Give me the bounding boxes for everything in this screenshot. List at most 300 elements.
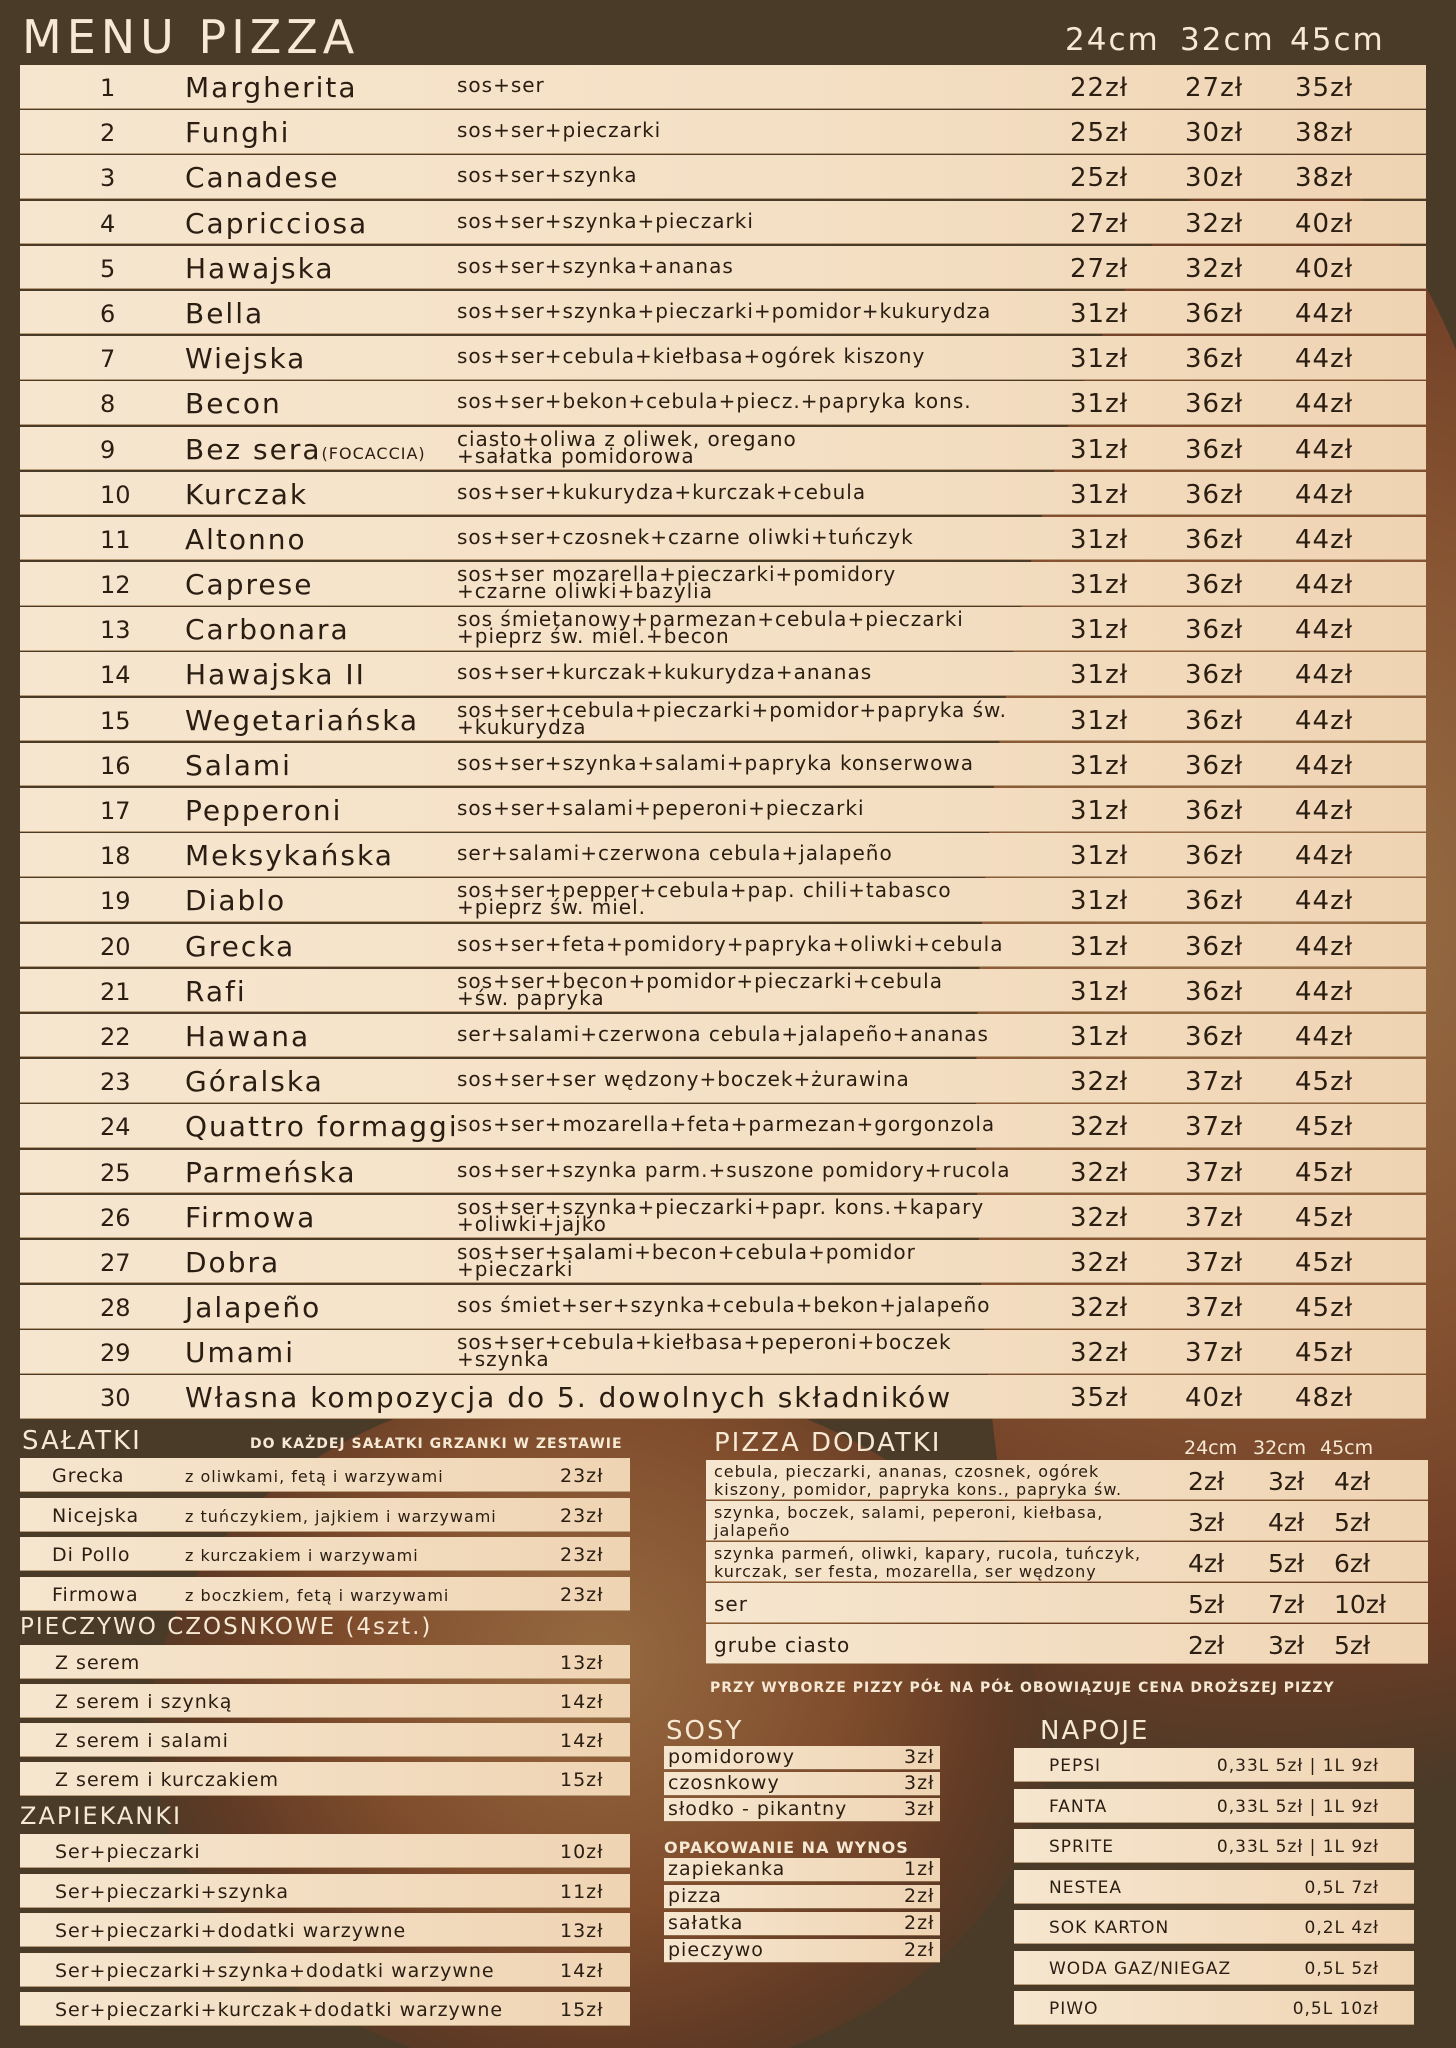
drink-price: 0,33L 5zł | 1L 9zł: [1216, 1756, 1379, 1776]
pizza-price-medium: 36zł: [1185, 570, 1244, 601]
pizza-price-small: 22zł: [1070, 73, 1129, 103]
pizza-number: 7: [100, 345, 116, 374]
ingredient-line: ser+salami+czerwona cebula+jalapeño: [457, 841, 893, 866]
pizza-price-medium: 37zł: [1185, 1247, 1244, 1278]
pizza-name: Altonno: [185, 522, 307, 556]
salad-price: 23zł: [560, 1544, 604, 1566]
dodatki-items: [714, 1545, 1141, 1581]
pizza-price-large: 38zł: [1295, 118, 1354, 149]
pizza-price-large: 44zł: [1295, 1021, 1354, 1052]
dodatki-items: [714, 1504, 1103, 1540]
ingredient-line: sos+ser mozarella+pieczarki+pomidory: [457, 562, 897, 587]
zapiekanka-name: Ser+pieczarki: [55, 1841, 201, 1863]
drink-name: PEPSI: [1049, 1756, 1102, 1776]
pizza-name: Hawajska: [185, 251, 335, 285]
pizza-ingredients: [457, 208, 1087, 233]
packaging-name: pieczywo: [668, 1939, 764, 1961]
sauce-row: [664, 1746, 940, 1770]
salad-price: 23zł: [560, 1465, 604, 1487]
pizza-price-small: 31zł: [1070, 479, 1129, 510]
drink-name: PIWO: [1049, 1999, 1099, 2019]
pizza-price-large: 45zł: [1295, 1338, 1354, 1369]
pizza-row: [20, 1195, 1426, 1239]
pizza-name: Canadese: [185, 161, 340, 195]
pizza-name: Jalapeño: [185, 1291, 322, 1325]
pizza-ingredients: [457, 1157, 1087, 1182]
ingredient-line: sos+ser+bekon+cebula+piecz.+papryka kons.: [457, 389, 972, 414]
zapiekanka-row: [20, 1992, 630, 2026]
pizza-number: 24: [100, 1113, 131, 1142]
bread-row: [20, 1762, 630, 1796]
ingredient-line: sos+ser: [457, 73, 545, 97]
pizza-row: [20, 1059, 1426, 1103]
salads-title: SAŁATKI: [22, 1426, 142, 1456]
pizza-price-large: 44zł: [1295, 705, 1354, 736]
pizza-price-medium: 36zł: [1185, 1021, 1244, 1052]
pizza-row: [20, 1104, 1426, 1148]
salad-desc: z boczkiem, fetą i warzywami: [185, 1585, 450, 1605]
salad-name: Firmowa: [52, 1583, 139, 1606]
bread-price: 14zł: [560, 1691, 604, 1713]
pizza-name: Bella: [185, 296, 265, 330]
pizza-row: [20, 743, 1426, 787]
pizza-number: 16: [100, 751, 131, 780]
pizza-row: [20, 1014, 1426, 1058]
bread-price: 13zł: [560, 1652, 604, 1674]
dodatki-price-large: 10zł: [1334, 1590, 1387, 1619]
zapiekanka-name: Ser+pieczarki+szynka+dodatki warzywne: [55, 1959, 495, 1982]
pizza-price-medium: 30zł: [1185, 118, 1244, 149]
ingredient-line: sos+ser+salami+becon+cebula+pomidor: [457, 1239, 916, 1264]
drink-name: WODA GAZ/NIEGAZ: [1049, 1958, 1232, 1979]
drink-price: 0,33L 5zł | 1L 9zł: [1216, 1837, 1379, 1857]
pizza-ingredients: [457, 1239, 1087, 1281]
pizza-price-medium: 37zł: [1185, 1202, 1244, 1233]
packaging-price: 2zł: [904, 1912, 935, 1934]
zapiekanka-name: Ser+pieczarki+kurczak+dodatki warzywne: [55, 1999, 504, 2021]
pizza-price-small: 31zł: [1070, 298, 1129, 329]
pizza-ingredients: [457, 931, 1087, 956]
pizza-number: 26: [100, 1203, 131, 1232]
pizza-price-large: 44zł: [1295, 479, 1354, 510]
pizza-price-large: 44zł: [1295, 570, 1354, 601]
pizza-price-medium: 36zł: [1185, 750, 1244, 781]
ingredient-line: sos+ser+kukurydza+kurczak+cebula: [457, 479, 867, 504]
ingredient-line: sos+ser+salami+peperoni+pieczarki: [457, 796, 865, 820]
salad-name: Di Pollo: [52, 1544, 131, 1566]
pizza-price-medium: 37zł: [1185, 1338, 1244, 1369]
pizza-price-small: 31zł: [1070, 389, 1129, 420]
pizza-row: [20, 1150, 1426, 1194]
dodatki-price-medium: 4zł: [1268, 1508, 1305, 1537]
pizza-price-large: 45zł: [1295, 1293, 1354, 1324]
ingredient-line: +sałatka pomidorowa: [457, 443, 695, 468]
pizza-price-small: 31zł: [1070, 796, 1129, 826]
pizza-number: 20: [100, 932, 131, 961]
pizza-number: 14: [100, 661, 131, 690]
drink-name: SOK KARTON: [1049, 1918, 1170, 1938]
ingredient-line: +czarne oliwki+bazylia: [457, 579, 713, 604]
pizza-price-medium: 36zł: [1185, 434, 1244, 465]
packaging-price: 2zł: [904, 1885, 935, 1907]
pizza-number: 27: [100, 1248, 131, 1277]
page-title: MENU PIZZA: [22, 10, 360, 64]
pizza-row: [20, 201, 1426, 245]
dodatki-price-small: 4zł: [1188, 1549, 1225, 1578]
pizza-price-medium: 36zł: [1185, 615, 1244, 646]
drink-price: 0,5L 10zł: [1292, 1999, 1379, 2019]
dodatki-row: [706, 1542, 1428, 1582]
pizza-row: [20, 291, 1426, 335]
pizza-price-small: 31zł: [1070, 750, 1129, 781]
ingredient-line: ser+salami+czerwona cebula+jalapeño+ananas: [457, 1021, 989, 1046]
pizza-ingredients: [457, 298, 1087, 323]
pizza-number: 25: [100, 1158, 131, 1187]
ingredient-line: sos+ser+szynka+salami+papryka konserwowa: [457, 750, 974, 775]
packaging-title: OPAKOWANIE NA WYNOS: [664, 1838, 909, 1857]
salad-name: Nicejska: [52, 1504, 140, 1527]
pizza-name: Bez sera(FOCACCIA): [185, 432, 426, 466]
dodatki-size-large: 45cm: [1320, 1437, 1374, 1459]
dodatki-items: [714, 1463, 1122, 1499]
pizza-price-medium: 37zł: [1185, 1067, 1244, 1098]
pizza-ingredients: [457, 968, 1087, 1010]
salad-row: [20, 1537, 630, 1571]
dodatki-items: [714, 1633, 851, 1657]
pizza-name: Hawana: [185, 1019, 311, 1053]
pizza-price-medium: 27zł: [1185, 73, 1244, 103]
zapiekanka-price: 14zł: [560, 1959, 604, 1982]
pizza-price-small: 32zł: [1070, 1157, 1129, 1188]
pizza-price-small: 32zł: [1070, 1202, 1129, 1233]
pizza-price-large: 40zł: [1295, 253, 1354, 284]
packaging-row: [664, 1858, 940, 1882]
pizza-price-small: 31zł: [1070, 841, 1129, 872]
pizza-ingredients: [457, 1112, 1087, 1137]
pizza-number: 5: [100, 254, 116, 283]
bread-price: 15zł: [560, 1769, 604, 1791]
sauce-name: czosnkowy: [668, 1772, 780, 1794]
dodatki-size-small: 24cm: [1184, 1437, 1238, 1459]
dodatki-line: grube ciasto: [714, 1633, 851, 1657]
bread-price: 14zł: [560, 1730, 604, 1752]
pizza-price-small: 27zł: [1070, 208, 1129, 239]
ingredient-line: sos+ser+czosnek+czarne oliwki+tuńczyk: [457, 524, 914, 549]
pizza-row: [20, 1240, 1426, 1284]
pizza-price-small: 31zł: [1070, 434, 1129, 465]
pizza-price-small: 31zł: [1070, 1021, 1129, 1052]
pizza-number: 23: [100, 1068, 131, 1097]
sauce-price: 3zł: [904, 1746, 935, 1768]
pizza-price-medium: 36zł: [1185, 479, 1244, 510]
pizza-number: 21: [100, 977, 131, 1006]
pizza-name-note: (FOCACCIA): [321, 443, 426, 463]
pizza-number: 11: [100, 525, 131, 554]
drink-row: [1014, 1748, 1414, 1782]
pizza-price-medium: 32zł: [1185, 208, 1244, 239]
pizza-price-large: 44zł: [1295, 931, 1354, 962]
dodatki-line: ser: [714, 1592, 748, 1616]
zapiekanka-price: 10zł: [560, 1841, 604, 1863]
dodatki-items: [714, 1592, 748, 1616]
pizza-price-small: 32zł: [1070, 1293, 1129, 1324]
pizza-number: 17: [100, 797, 131, 825]
dodatki-price-medium: 7zł: [1268, 1590, 1305, 1619]
pizza-ingredients: [457, 841, 1087, 866]
pizza-name: Dobra: [185, 1245, 281, 1279]
pizza-ingredients: [457, 389, 1087, 414]
ingredient-line: sos+ser+szynka+pieczarki: [457, 208, 754, 233]
pizza-price-medium: 36zł: [1185, 389, 1244, 420]
pizza-price-large: 48zł: [1295, 1383, 1354, 1414]
pizza-name: Wegetariańska: [185, 703, 420, 737]
pizza-ingredients: [457, 607, 1087, 649]
zapiekanka-row: [20, 1913, 630, 1947]
pizza-price-small: 31zł: [1070, 570, 1129, 601]
ingredient-line: +kukurydza: [457, 714, 587, 739]
pizza-price-large: 45zł: [1295, 1247, 1354, 1278]
pizza-name: Margherita: [185, 71, 358, 104]
pizza-ingredients: [457, 697, 1087, 739]
pizza-row: [20, 110, 1426, 154]
ingredient-line: sos+ser+szynka+ananas: [457, 253, 734, 278]
drink-row: [1014, 1991, 1414, 2025]
packaging-row: [664, 1939, 940, 1963]
dodatki-price-small: 2zł: [1188, 1631, 1225, 1660]
pizza-ingredients: [457, 878, 1087, 920]
zapiekanka-row: [20, 1953, 630, 1987]
pizza-price-large: 44zł: [1295, 524, 1354, 555]
pizza-name: Kurczak: [185, 477, 309, 511]
drink-name: SPRITE: [1049, 1837, 1114, 1857]
ingredient-line: sos+ser+szynka: [457, 163, 638, 188]
salad-desc: z oliwkami, fetą i warzywami: [185, 1467, 444, 1486]
pizza-ingredients: [457, 479, 1087, 504]
packaging-price: 2zł: [904, 1939, 935, 1961]
salad-row: [20, 1458, 630, 1492]
ingredient-line: sos śmietanowy+parmezan+cebula+pieczarki: [457, 607, 964, 632]
pizza-name: Becon: [185, 387, 282, 421]
dodatki-size-medium: 32cm: [1253, 1437, 1307, 1459]
ingredient-line: sos+ser+szynka+pieczarki+papr. kons.+kapary: [457, 1194, 985, 1219]
pizza-ingredients: [457, 1021, 1087, 1046]
packaging-row: [664, 1912, 940, 1936]
pizza-number: 1: [100, 74, 116, 102]
drink-name: FANTA: [1049, 1796, 1108, 1817]
sauce-name: pomidorowy: [668, 1746, 795, 1768]
pizza-price-small: 32zł: [1070, 1067, 1129, 1098]
bread-title: PIECZYWO CZOSNKOWE (4szt.): [20, 1614, 433, 1640]
salad-desc: z tuńczykiem, jajkiem i warzywami: [185, 1506, 497, 1526]
packaging-price: 1zł: [904, 1858, 935, 1880]
pizza-price-large: 38zł: [1295, 163, 1354, 194]
ingredient-line: sos+ser+kurczak+kukurydza+ananas: [457, 660, 873, 685]
drink-price: 0,5L 5zł: [1304, 1958, 1379, 1979]
pizza-price-medium: 36zł: [1185, 841, 1244, 872]
pizza-row: [20, 472, 1426, 516]
ingredient-line: sos+ser+pieczarki: [457, 118, 662, 143]
pizza-row: [20, 652, 1426, 696]
bread-row: [20, 1723, 630, 1757]
sauces-title: SOSY: [666, 1716, 744, 1746]
pizza-row: [20, 1375, 1426, 1419]
pizza-ingredients: [457, 163, 1087, 188]
pizza-name: Funghi: [185, 116, 291, 150]
pizza-price-small: 31zł: [1070, 524, 1129, 555]
dodatki-price-large: 6zł: [1334, 1549, 1371, 1578]
pizza-row: [20, 427, 1426, 471]
salad-price: 23zł: [560, 1583, 604, 1606]
pizza-ingredients: [457, 73, 1087, 97]
pizza-price-large: 45zł: [1295, 1157, 1354, 1188]
pizza-number: 15: [100, 706, 131, 735]
ingredient-line: sos+ser+cebula+kiełbasa+peperoni+boczek: [457, 1330, 952, 1355]
pizza-price-large: 35zł: [1295, 73, 1354, 103]
pizza-name: Hawajska II: [185, 658, 366, 692]
dodatki-row: [706, 1583, 1428, 1623]
ingredient-line: sos+ser+szynka+pieczarki+pomidor+kukurydza: [457, 298, 992, 323]
zapiekanki-title: ZAPIEKANKI: [20, 1802, 183, 1830]
pizza-name: Salami: [185, 748, 292, 782]
pizza-price-medium: 30zł: [1185, 163, 1244, 194]
zapiekanka-price: 13zł: [560, 1920, 604, 1942]
pizza-price-small: 31zł: [1070, 976, 1129, 1007]
pizza-row: [20, 336, 1426, 380]
pizza-price-small: 31zł: [1070, 660, 1129, 691]
pizza-ingredients: [457, 562, 1087, 604]
pizza-price-small: 32zł: [1070, 1338, 1129, 1369]
pizza-row: [20, 698, 1426, 742]
pizza-price-medium: 37zł: [1185, 1157, 1244, 1188]
ingredient-line: +św. papryka: [457, 985, 605, 1010]
bread-name: Z serem i salami: [55, 1730, 229, 1752]
pizza-row: [20, 878, 1426, 922]
pizza-number: 3: [100, 164, 116, 193]
bread-row: [20, 1645, 630, 1679]
pizza-price-medium: 37zł: [1185, 1293, 1244, 1324]
zapiekanka-price: 11zł: [560, 1880, 604, 1903]
pizza-price-small: 32zł: [1070, 1112, 1129, 1143]
pizza-name: Własna kompozycja do 5. dowolnych składników: [185, 1381, 953, 1415]
pizza-price-large: 44zł: [1295, 344, 1354, 375]
pizza-ingredients: [457, 1067, 1087, 1092]
pizza-ingredients: [457, 660, 1087, 685]
pizza-price-small: 31zł: [1070, 886, 1129, 917]
dodatki-row: [706, 1501, 1428, 1541]
pizza-name: Diablo: [185, 884, 287, 918]
dodatki-line: szynka parmeń, oliwki, kapary, rucola, tuńczyk,: [714, 1544, 1142, 1563]
pizza-price-medium: 36zł: [1185, 705, 1244, 736]
drink-price: 0,33L 5zł | 1L 9zł: [1216, 1796, 1379, 1817]
pizza-number: 4: [100, 209, 116, 238]
pizza-name: Umami: [185, 1336, 295, 1370]
dodatki-row: [706, 1624, 1428, 1664]
pizza-price-medium: 36zł: [1185, 298, 1244, 329]
drink-row: [1014, 1789, 1414, 1823]
drink-row: [1014, 1829, 1414, 1863]
pizza-name: Parmeńska: [185, 1155, 357, 1189]
pizza-price-small: 27zł: [1070, 253, 1129, 284]
packaging-name: sałatka: [668, 1912, 744, 1934]
salad-price: 23zł: [560, 1504, 604, 1527]
dodatki-line: kurczak, ser festa, mozarella, ser wędzony: [714, 1562, 1097, 1581]
pizza-row: [20, 562, 1426, 606]
pizza-name: Carbonara: [185, 613, 350, 647]
pizza-ingredients: [457, 750, 1087, 775]
pizza-number: 2: [100, 119, 116, 148]
size-header-small: 24cm: [1065, 22, 1160, 58]
pizza-row: [20, 381, 1426, 425]
sauce-name: słodko - pikantny: [668, 1798, 848, 1820]
pizza-ingredients: [457, 1194, 1087, 1236]
zapiekanka-row: [20, 1874, 630, 1908]
pizza-row: [20, 1285, 1426, 1329]
pizza-ingredients: [457, 1293, 1087, 1318]
pizza-price-large: 44zł: [1295, 298, 1354, 329]
ingredient-line: sos+ser+szynka parm.+suszone pomidory+rucola: [457, 1157, 1011, 1182]
drink-name: NESTEA: [1049, 1877, 1123, 1898]
pizza-price-medium: 36zł: [1185, 524, 1244, 555]
pizza-number: 28: [100, 1294, 131, 1323]
sauce-row: [664, 1772, 940, 1796]
dodatki-price-small: 2zł: [1188, 1467, 1225, 1496]
pizza-ingredients: [457, 1330, 1087, 1372]
pizza-number: 13: [100, 616, 131, 645]
pizza-menu-table: [20, 65, 1426, 1421]
bread-row: [20, 1684, 630, 1718]
pizza-number: 30: [100, 1384, 131, 1413]
ingredient-line: ciasto+oliwa z oliwek, oregano: [457, 426, 797, 451]
pizza-price-large: 44zł: [1295, 796, 1354, 826]
pizza-row: [20, 788, 1426, 832]
drink-price: 0,2L 4zł: [1304, 1918, 1379, 1938]
pizza-price-small: 35zł: [1070, 1383, 1129, 1414]
pizza-price-large: 45zł: [1295, 1112, 1354, 1143]
bread-name: Z serem i kurczakiem: [55, 1769, 279, 1791]
dodatki-price-small: 5zł: [1188, 1590, 1225, 1619]
pizza-row: [20, 607, 1426, 651]
pizza-ingredients: [457, 253, 1087, 278]
pizza-row: [20, 155, 1426, 199]
pizza-price-large: 45zł: [1295, 1067, 1354, 1098]
pizza-price-large: 45zł: [1295, 1202, 1354, 1233]
drinks-title: NAPOJE: [1040, 1716, 1150, 1746]
dodatki-price-small: 3zł: [1188, 1508, 1225, 1537]
pizza-price-large: 40zł: [1295, 208, 1354, 239]
pizza-price-large: 44zł: [1295, 660, 1354, 691]
pizza-price-small: 25zł: [1070, 163, 1129, 194]
pizza-name: Caprese: [185, 568, 314, 602]
dodatki-note: PRZY WYBORZE PIZZY PÓŁ NA PÓŁ OBOWIĄZUJE CENA DROŻSZEJ PIZZY: [710, 1680, 1335, 1696]
sauce-row: [664, 1798, 940, 1822]
zapiekanka-name: Ser+pieczarki+szynka: [55, 1880, 290, 1903]
pizza-price-large: 44zł: [1295, 976, 1354, 1007]
pizza-name: Wiejska: [185, 342, 307, 376]
dodatki-price-large: 5zł: [1334, 1631, 1371, 1660]
drink-row: [1014, 1910, 1414, 1944]
pizza-price-large: 44zł: [1295, 389, 1354, 420]
ingredient-line: sos+ser+ser wędzony+boczek+żurawina: [457, 1067, 910, 1092]
pizza-name: Firmowa: [185, 1200, 317, 1234]
size-header-medium: 32cm: [1180, 22, 1275, 58]
ingredient-line: sos+ser+pepper+cebula+pap. chili+tabasco: [457, 878, 952, 903]
pizza-price-large: 44zł: [1295, 841, 1354, 872]
drink-price: 0,5L 7zł: [1304, 1877, 1379, 1898]
dodatki-line: jalapeño: [714, 1521, 791, 1540]
pizza-name: Góralska: [185, 1065, 324, 1099]
dodatki-row: [706, 1460, 1428, 1500]
pizza-price-medium: 40zł: [1185, 1383, 1244, 1414]
